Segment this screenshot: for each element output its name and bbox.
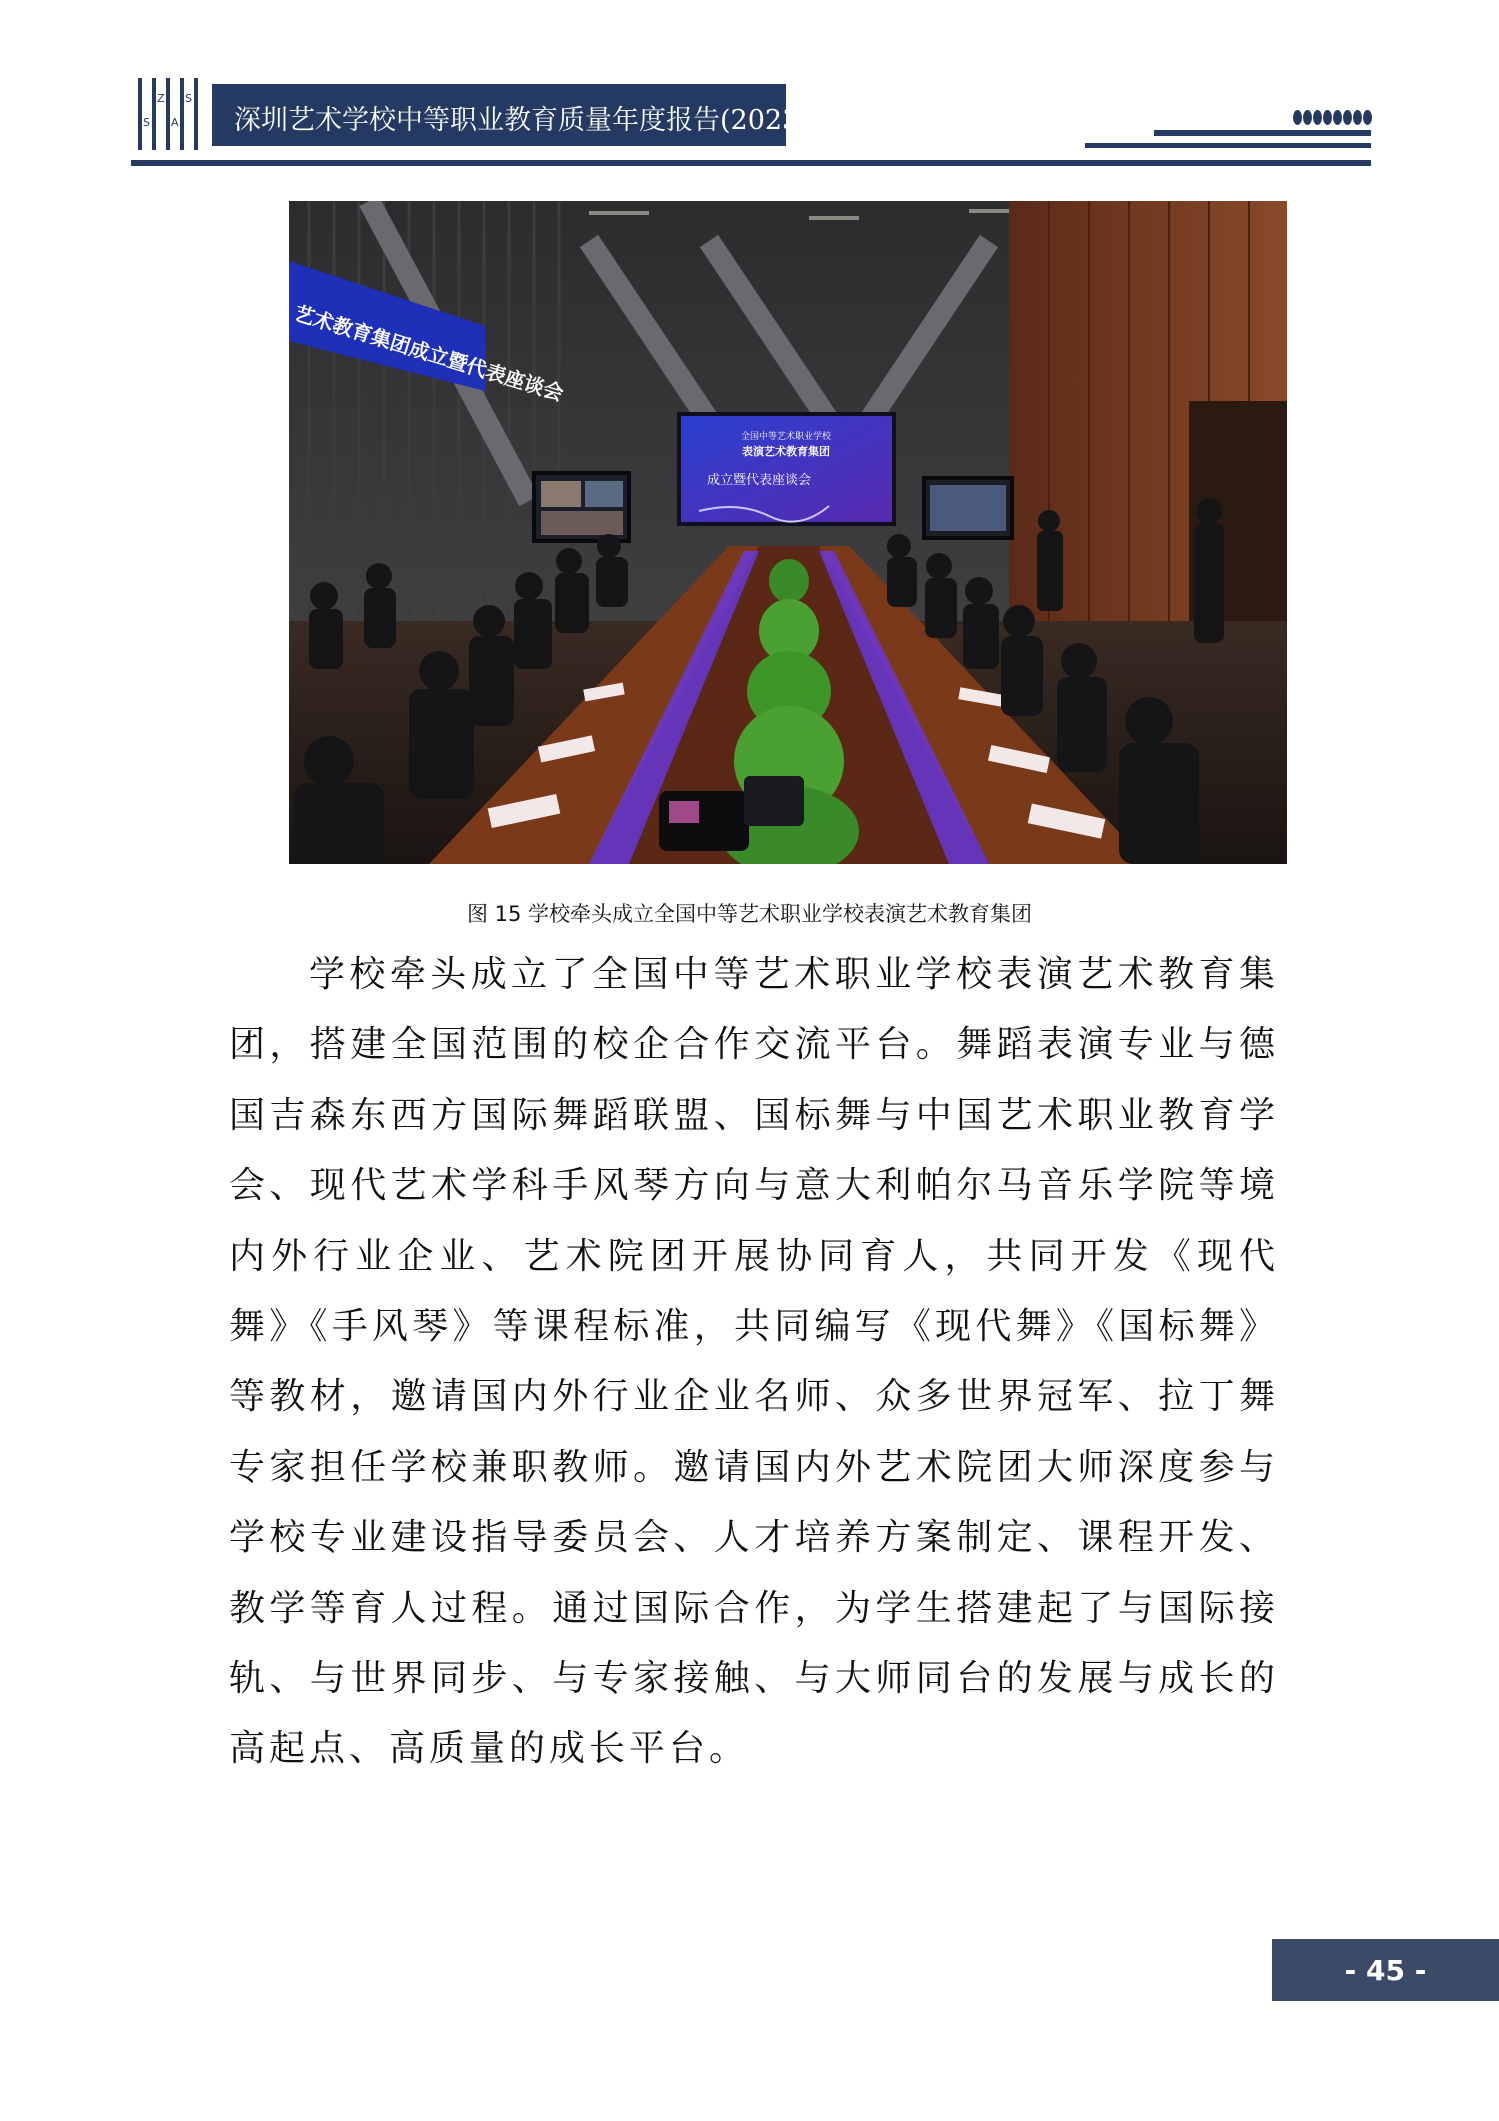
report-title: 深圳艺术学校中等职业教育质量年度报告(2023) — [234, 105, 810, 136]
page-number: - 45 - — [1272, 1939, 1499, 2001]
school-logo — [138, 78, 198, 150]
right-video-monitor — [924, 478, 1012, 538]
screen-line-2: 表演艺术教育集团 — [742, 445, 830, 458]
logo-letter: Z — [157, 92, 165, 105]
logo-letter: S — [185, 92, 192, 105]
header-rule-main — [131, 160, 1371, 166]
conference-photo — [289, 201, 1287, 864]
header-rule-medium — [1085, 143, 1371, 148]
figure-caption: 图 15 学校牵头成立全国中等艺术职业学校表演艺术教育集团 — [466, 902, 1033, 926]
left-banner-text: 艺术教育集团成立暨代表座谈会 — [291, 300, 567, 406]
left-video-monitor — [534, 473, 629, 541]
header-dots-decoration — [1293, 110, 1373, 126]
header-rule-short — [1154, 130, 1371, 136]
body-paragraph: 学校牵头成立了全国中等艺术职业学校表演艺术教育集团，搭建全国范围的校企合作交流平台。舞蹈表演专业与德国吉森东西方国际舞蹈联盟、国标舞与中国艺术职业教育学会、现代艺术学科手风琴方向与意大利帕尔马音乐学院等境内外行业企业、艺术院团开展协同育人，共同开发《现代舞》《手风琴》等课程标准，共同编写《现代舞》《国标舞》等教材，邀请国内外行业企业名师、众多世界冠军、拉丁舞专家担任学校兼职教师。邀请国内外艺术院团大师深度参与学校专业建设指导委员会、人才培养方案制定、课程开发、教学等育人过程。通过国际合作，为学生搭建起了与国际接轨、与世界同步、与专家接触、与大师同台的发展与成长的高起点、高质量的成长平台。 — [229, 954, 1279, 1770]
main-screen — [679, 414, 894, 524]
screen-line-1: 全国中等艺术职业学校 — [740, 432, 832, 442]
logo-letter: S — [143, 116, 150, 129]
logo-letter: A — [171, 116, 179, 129]
screen-line-3: 成立暨代表座谈会 — [706, 473, 812, 488]
